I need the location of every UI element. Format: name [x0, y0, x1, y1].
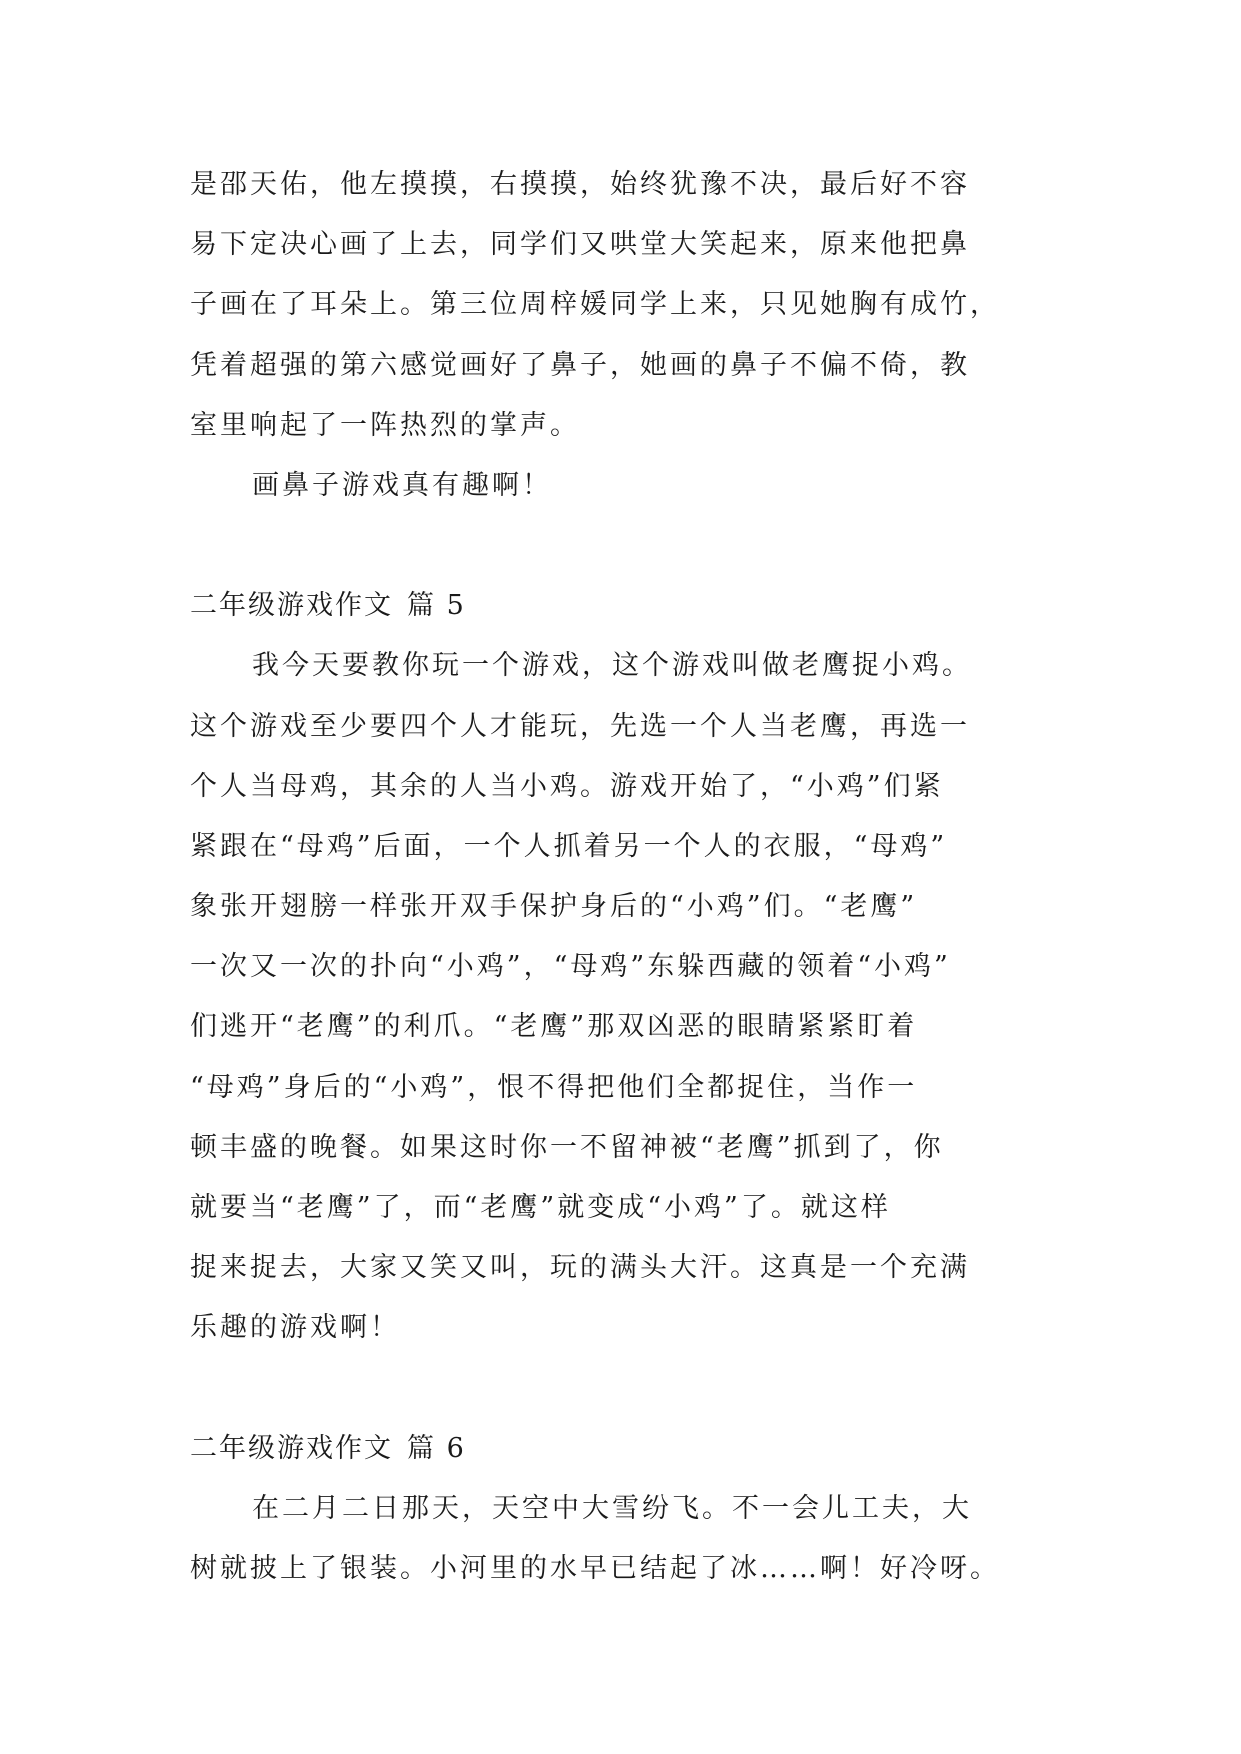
paragraph-line: 就要当“老鹰”了，而“老鹰”就变成“小鸡”了。就这样 — [190, 1192, 891, 1223]
document-page — [190, 155, 1070, 1599]
paragraph-line: 凭着超强的第六感觉画好了鼻子，她画的鼻子不偏不倚，教 — [190, 349, 970, 381]
heading-number: 篇 6 — [407, 1432, 466, 1464]
section-heading-5 — [190, 576, 1070, 636]
heading-number: 篇 5 — [407, 590, 466, 622]
paragraph-line: 捉来捉去，大家又笑又叫，玩的满头大汗。这真是一个充满 — [190, 1252, 970, 1284]
section-heading-6 — [190, 1419, 1070, 1479]
essay-6-body — [190, 1479, 1070, 1599]
paragraph-line: 一次又一次的扑向“小鸡”，“母鸡”东躲西藏的领着“小鸡” — [190, 951, 951, 983]
previous-essay-body — [190, 155, 1070, 516]
paragraph-line: 子画在了耳朵上。第三位周梓媛同学上来，只见她胸有成竹， — [190, 289, 1000, 321]
essay-5-body — [190, 636, 1070, 1358]
heading-title: 二年级游戏作文 — [190, 1432, 393, 1464]
paragraph-line: 是邵天佑，他左摸摸，右摸摸，始终犹豫不决，最后好不容 — [190, 169, 970, 200]
paragraph-line: 在二月二日那天，天空中大雪纷飞。不一会儿工夫，大 — [252, 1492, 972, 1524]
paragraph-line: 易下定决心画了上去，同学们又哄堂大笑起来，原来他把鼻 — [190, 229, 970, 261]
paragraph-line: 紧跟在“母鸡”后面，一个人抓着另一个人的衣服，“母鸡” — [190, 830, 948, 862]
paragraph-line: 顿丰盛的晚餐。如果这时你一不留神被“老鹰”抓到了，你 — [190, 1131, 944, 1163]
paragraph-line: 这个游戏至少要四个人才能玩，先选一个人当老鹰，再选一 — [190, 710, 970, 742]
paragraph-line: 们逃开“老鹰”的利爪。“老鹰”那双凶恶的眼睛紧紧盯着 — [190, 1011, 918, 1043]
closing-line: 画鼻子游戏真有趣啊！ — [252, 469, 552, 501]
paragraph-line: 象张开翅膀一样张开双手保护身后的“小鸡”们。“老鹰” — [190, 891, 918, 923]
paragraph-line: “母鸡”身后的“小鸡”，恨不得把他们全都捉住，当作一 — [190, 1071, 918, 1103]
heading-title: 二年级游戏作文 — [190, 590, 393, 622]
paragraph-line: 乐趣的游戏啊！ — [190, 1312, 400, 1344]
paragraph-line: 个人当母鸡，其余的人当小鸡。游戏开始了，“小鸡”们紧 — [190, 770, 944, 802]
paragraph-line: 树就披上了银装。小河里的水早已结起了冰……啊！好冷呀。 — [190, 1552, 1000, 1584]
paragraph-line: 室里响起了一阵热烈的掌声。 — [190, 409, 580, 441]
paragraph-line: 我今天要教你玩一个游戏，这个游戏叫做老鹰捉小鸡。 — [252, 650, 972, 682]
